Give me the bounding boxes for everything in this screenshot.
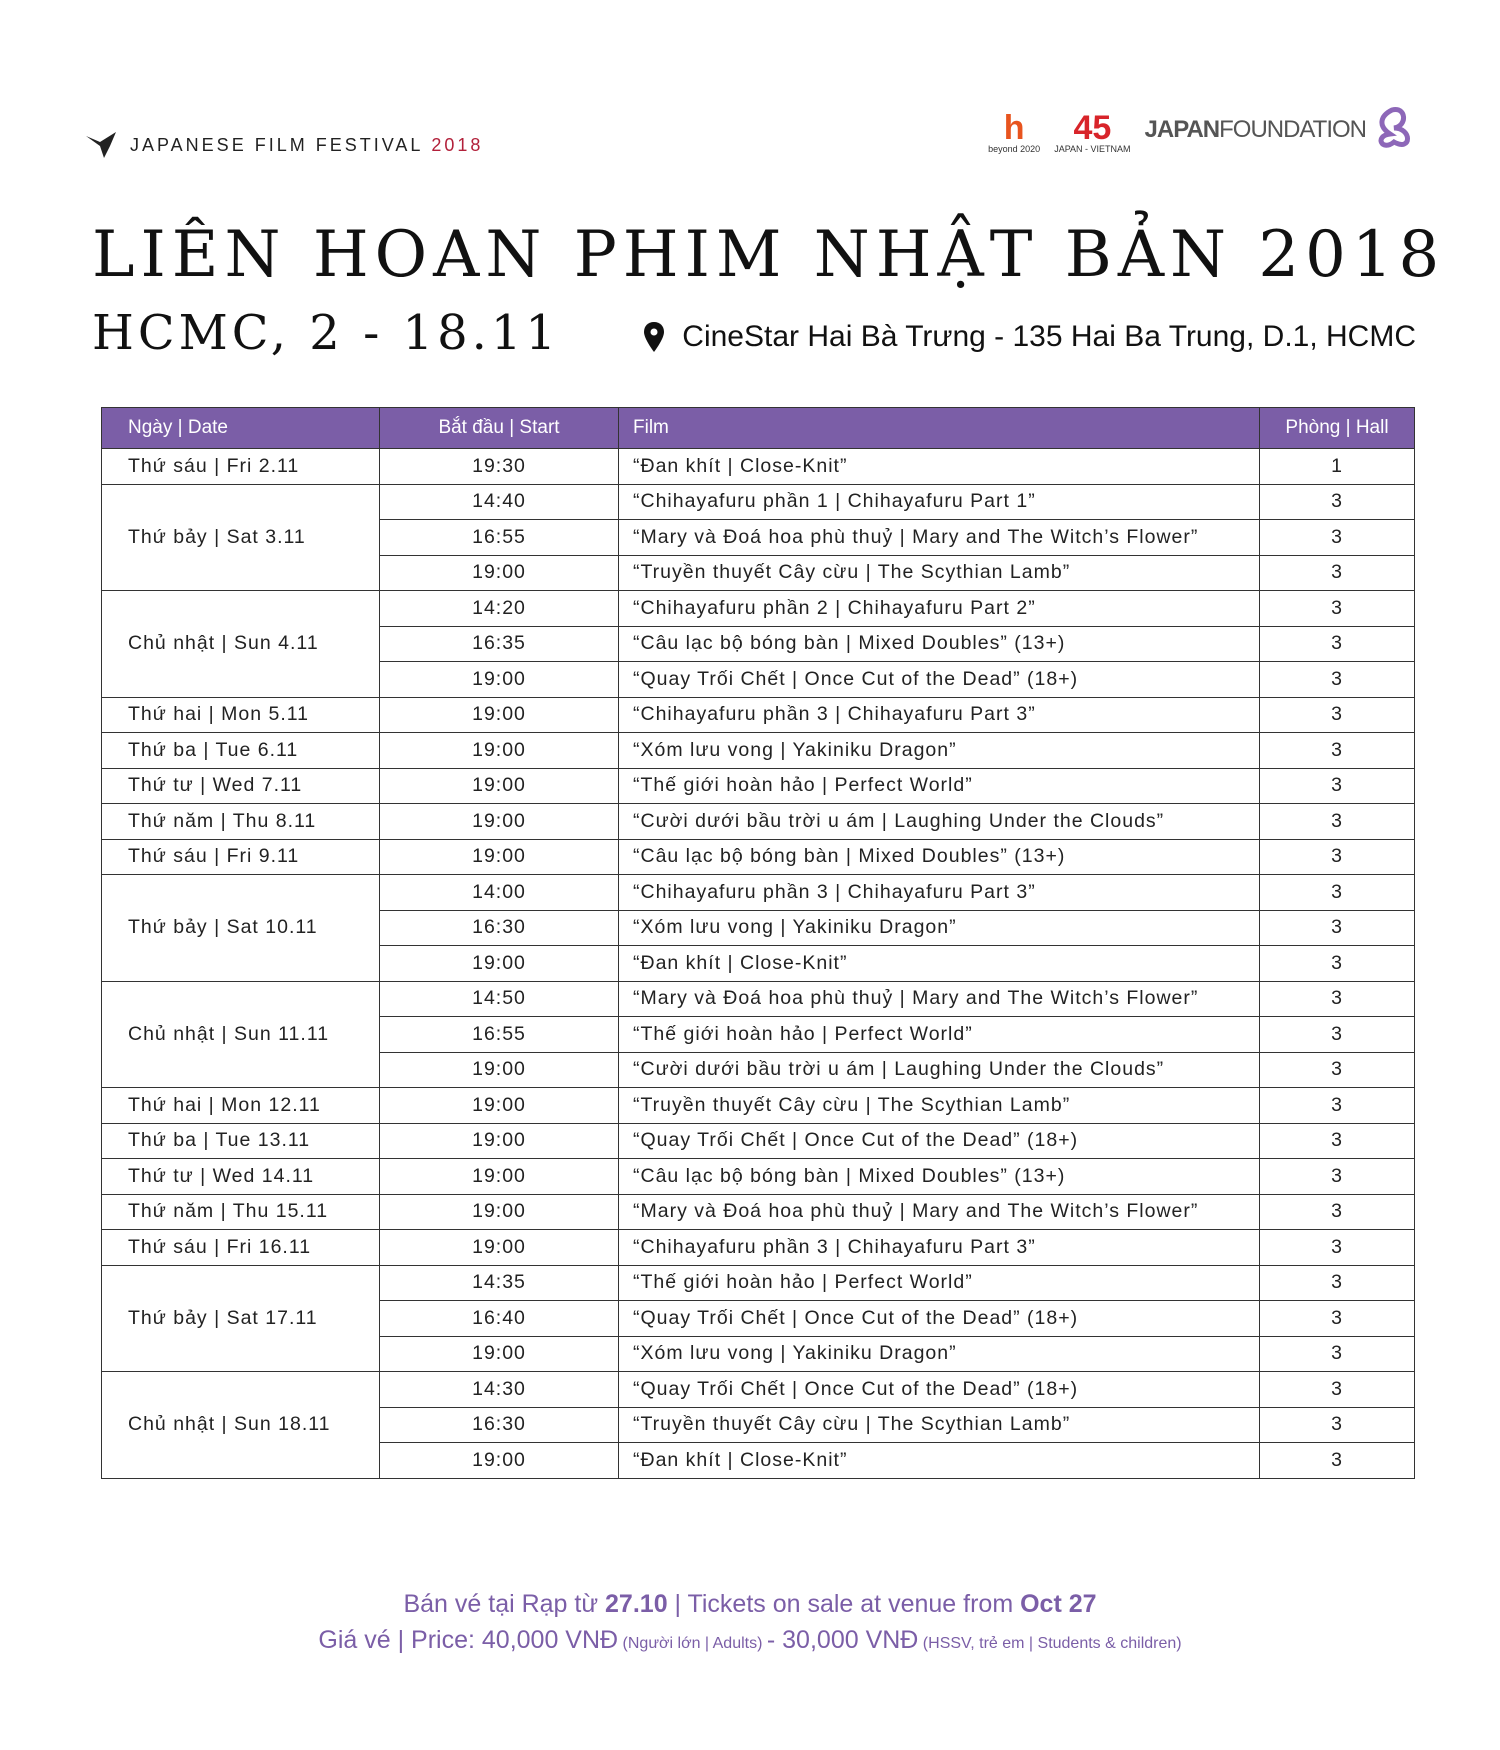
hall-cell: 3: [1260, 768, 1415, 804]
film-cell: “Chihayafuru phần 2 | Chihayafuru Part 2”: [619, 591, 1260, 627]
hall-cell: 3: [1260, 1194, 1415, 1230]
date-cell: Thứ hai | Mon 12.11: [102, 1088, 380, 1124]
brand-year: 2018: [431, 134, 484, 155]
hall-cell: 3: [1260, 1159, 1415, 1195]
festival-dates: HCMC, 2 - 18.11: [92, 305, 560, 361]
hall-cell: 3: [1260, 555, 1415, 591]
hall-cell: 3: [1260, 1301, 1415, 1337]
start-time-cell: 16:55: [380, 1017, 619, 1053]
hall-cell: 3: [1260, 662, 1415, 698]
hall-cell: 3: [1260, 591, 1415, 627]
hall-cell: 1: [1260, 449, 1415, 485]
film-cell: “Câu lạc bộ bóng bàn | Mixed Doubles” (13+): [619, 626, 1260, 662]
table-row: [102, 484, 1415, 520]
film-cell: “Truyền thuyết Cây cừu | The Scythian Lamb”: [619, 555, 1260, 591]
ticket-sale-info: Bán vé tại Rạp từ 27.10 | Tickets on sale at venue from Oct 27: [403, 1590, 1097, 1618]
date-cell: Thứ bảy | Sat 10.11: [102, 875, 380, 982]
start-time-cell: 14:00: [380, 875, 619, 911]
film-cell: “Quay Trối Chết | Once Cut of the Dead” (18+): [619, 1123, 1260, 1159]
start-time-cell: 19:00: [380, 555, 619, 591]
film-cell: “Thế giới hoàn hảo | Perfect World”: [619, 1265, 1260, 1301]
date-cell: Thứ tư | Wed 7.11: [102, 768, 380, 804]
brand-name: JAPANESE FILM FESTIVAL: [130, 134, 424, 155]
venue-text: CineStar Hai Bà Trưng - 135 Hai Ba Trung, D.1, HCMC: [682, 320, 1416, 353]
table-row: [102, 1088, 1415, 1124]
japan-foundation-logo: JAPANFOUNDATION: [1145, 106, 1416, 154]
start-time-cell: 14:35: [380, 1265, 619, 1301]
sponsor-logos: [988, 106, 1416, 154]
hall-cell: 3: [1260, 1230, 1415, 1266]
hall-cell: 3: [1260, 520, 1415, 556]
date-cell: Chủ nhật | Sun 11.11: [102, 981, 380, 1088]
table-row: [102, 1372, 1415, 1408]
film-cell: “Cười dưới bầu trời u ám | Laughing Under the Clouds”: [619, 1052, 1260, 1088]
start-time-cell: 19:00: [380, 1230, 619, 1266]
hall-cell: 3: [1260, 1052, 1415, 1088]
film-cell: “Đan khít | Close-Knit”: [619, 946, 1260, 982]
table-row: [102, 839, 1415, 875]
date-cell: Thứ bảy | Sat 3.11: [102, 484, 380, 591]
film-cell: “Xóm lưu vong | Yakiniku Dragon”: [619, 733, 1260, 769]
date-cell: Thứ ba | Tue 13.11: [102, 1123, 380, 1159]
date-cell: Thứ năm | Thu 8.11: [102, 804, 380, 840]
film-cell: “Mary và Đoá hoa phù thuỷ | Mary and The Witch’s Flower”: [619, 1194, 1260, 1230]
location-pin-icon: [644, 322, 664, 352]
hall-cell: 3: [1260, 981, 1415, 1017]
col-start: Bắt đầu | Start: [380, 408, 619, 449]
start-time-cell: 14:20: [380, 591, 619, 627]
table-row: [102, 1123, 1415, 1159]
film-cell: “Chihayafuru phần 3 | Chihayafuru Part 3”: [619, 1230, 1260, 1266]
table-row: [102, 1230, 1415, 1266]
start-time-cell: 16:55: [380, 520, 619, 556]
start-time-cell: 19:30: [380, 449, 619, 485]
table-row: [102, 768, 1415, 804]
start-time-cell: 19:00: [380, 1194, 619, 1230]
crane-logo-icon: [86, 132, 122, 158]
table-row: [102, 697, 1415, 733]
date-cell: Thứ tư | Wed 14.11: [102, 1159, 380, 1195]
start-time-cell: 19:00: [380, 662, 619, 698]
venue: [644, 320, 1416, 354]
start-time-cell: 16:35: [380, 626, 619, 662]
film-cell: “Truyền thuyết Cây cừu | The Scythian Lamb”: [619, 1088, 1260, 1124]
beyond-2020-logo: h beyond 2020: [988, 109, 1041, 154]
hall-cell: 3: [1260, 626, 1415, 662]
hall-cell: 3: [1260, 484, 1415, 520]
film-cell: “Quay Trối Chết | Once Cut of the Dead” (18+): [619, 662, 1260, 698]
date-cell: Thứ sáu | Fri 9.11: [102, 839, 380, 875]
start-time-cell: 14:50: [380, 981, 619, 1017]
start-time-cell: 19:00: [380, 839, 619, 875]
col-date: Ngày | Date: [102, 408, 380, 449]
hall-cell: 3: [1260, 1443, 1415, 1479]
date-cell: Thứ bảy | Sat 17.11: [102, 1265, 380, 1372]
price-info: Giá vé | Price: 40,000 VNĐ (Người lớn | Adults) - 30,000 VNĐ (HSSV, trẻ em | Students & children): [318, 1626, 1182, 1654]
film-cell: “Quay Trối Chết | Once Cut of the Dead” (18+): [619, 1372, 1260, 1408]
date-cell: Thứ hai | Mon 5.11: [102, 697, 380, 733]
hall-cell: 3: [1260, 839, 1415, 875]
table-row: [102, 591, 1415, 627]
start-time-cell: 19:00: [380, 1336, 619, 1372]
film-cell: “Mary và Đoá hoa phù thuỷ | Mary and The Witch’s Flower”: [619, 520, 1260, 556]
festival-brand: [86, 132, 483, 158]
table-row: [102, 449, 1415, 485]
anniversary-logo: 45 JAPAN - VIETNAM: [1054, 109, 1131, 154]
start-time-cell: 19:00: [380, 697, 619, 733]
date-cell: Thứ sáu | Fri 16.11: [102, 1230, 380, 1266]
film-cell: “Thế giới hoàn hảo | Perfect World”: [619, 1017, 1260, 1053]
table-row: [102, 1194, 1415, 1230]
table-row: [102, 804, 1415, 840]
film-cell: “Thế giới hoàn hảo | Perfect World”: [619, 768, 1260, 804]
table-row: [102, 733, 1415, 769]
start-time-cell: 19:00: [380, 804, 619, 840]
start-time-cell: 19:00: [380, 1159, 619, 1195]
start-time-cell: 19:00: [380, 768, 619, 804]
film-cell: “Mary và Đoá hoa phù thuỷ | Mary and The Witch’s Flower”: [619, 981, 1260, 1017]
hall-cell: 3: [1260, 1336, 1415, 1372]
start-time-cell: 16:30: [380, 910, 619, 946]
date-cell: Thứ sáu | Fri 2.11: [102, 449, 380, 485]
film-cell: “Cười dưới bầu trời u ám | Laughing Under the Clouds”: [619, 804, 1260, 840]
hall-cell: 3: [1260, 804, 1415, 840]
date-cell: Thứ ba | Tue 6.11: [102, 733, 380, 769]
start-time-cell: 19:00: [380, 1443, 619, 1479]
start-time-cell: 19:00: [380, 1088, 619, 1124]
hall-cell: 3: [1260, 733, 1415, 769]
start-time-cell: 16:30: [380, 1407, 619, 1443]
foundation-butterfly-icon: [1372, 106, 1416, 154]
hall-cell: 3: [1260, 875, 1415, 911]
table-row: [102, 981, 1415, 1017]
hall-cell: 3: [1260, 1088, 1415, 1124]
film-cell: “Xóm lưu vong | Yakiniku Dragon”: [619, 1336, 1260, 1372]
hall-cell: 3: [1260, 946, 1415, 982]
col-film: Film: [619, 408, 1260, 449]
date-cell: Chủ nhật | Sun 4.11: [102, 591, 380, 698]
schedule-table: [101, 407, 1415, 1479]
film-cell: “Câu lạc bộ bóng bàn | Mixed Doubles” (13+): [619, 1159, 1260, 1195]
film-cell: “Câu lạc bộ bóng bàn | Mixed Doubles” (13+): [619, 839, 1260, 875]
film-cell: “Đan khít | Close-Knit”: [619, 1443, 1260, 1479]
film-cell: “Chihayafuru phần 1 | Chihayafuru Part 1”: [619, 484, 1260, 520]
table-row: [102, 1159, 1415, 1195]
date-cell: Chủ nhật | Sun 18.11: [102, 1372, 380, 1479]
start-time-cell: 19:00: [380, 946, 619, 982]
film-cell: “Truyền thuyết Cây cừu | The Scythian Lamb”: [619, 1407, 1260, 1443]
start-time-cell: 19:00: [380, 1052, 619, 1088]
hall-cell: 3: [1260, 1372, 1415, 1408]
hall-cell: 3: [1260, 1407, 1415, 1443]
table-row: [102, 875, 1415, 911]
date-cell: Thứ năm | Thu 15.11: [102, 1194, 380, 1230]
film-cell: “Quay Trối Chết | Once Cut of the Dead” (18+): [619, 1301, 1260, 1337]
start-time-cell: 19:00: [380, 1123, 619, 1159]
hall-cell: 3: [1260, 910, 1415, 946]
film-cell: “Chihayafuru phần 3 | Chihayafuru Part 3”: [619, 697, 1260, 733]
film-cell: “Đan khít | Close-Knit”: [619, 449, 1260, 485]
start-time-cell: 19:00: [380, 733, 619, 769]
table-row: [102, 1265, 1415, 1301]
start-time-cell: 16:40: [380, 1301, 619, 1337]
hall-cell: 3: [1260, 697, 1415, 733]
table-header: [102, 408, 1415, 449]
film-cell: “Xóm lưu vong | Yakiniku Dragon”: [619, 910, 1260, 946]
hall-cell: 3: [1260, 1265, 1415, 1301]
hall-cell: 3: [1260, 1017, 1415, 1053]
hall-cell: 3: [1260, 1123, 1415, 1159]
film-cell: “Chihayafuru phần 3 | Chihayafuru Part 3”: [619, 875, 1260, 911]
start-time-cell: 14:40: [380, 484, 619, 520]
page-title: LIÊN HOAN PHIM NHẬT BẢN 2018: [92, 218, 1446, 292]
start-time-cell: 14:30: [380, 1372, 619, 1408]
col-hall: Phòng | Hall: [1260, 408, 1415, 449]
